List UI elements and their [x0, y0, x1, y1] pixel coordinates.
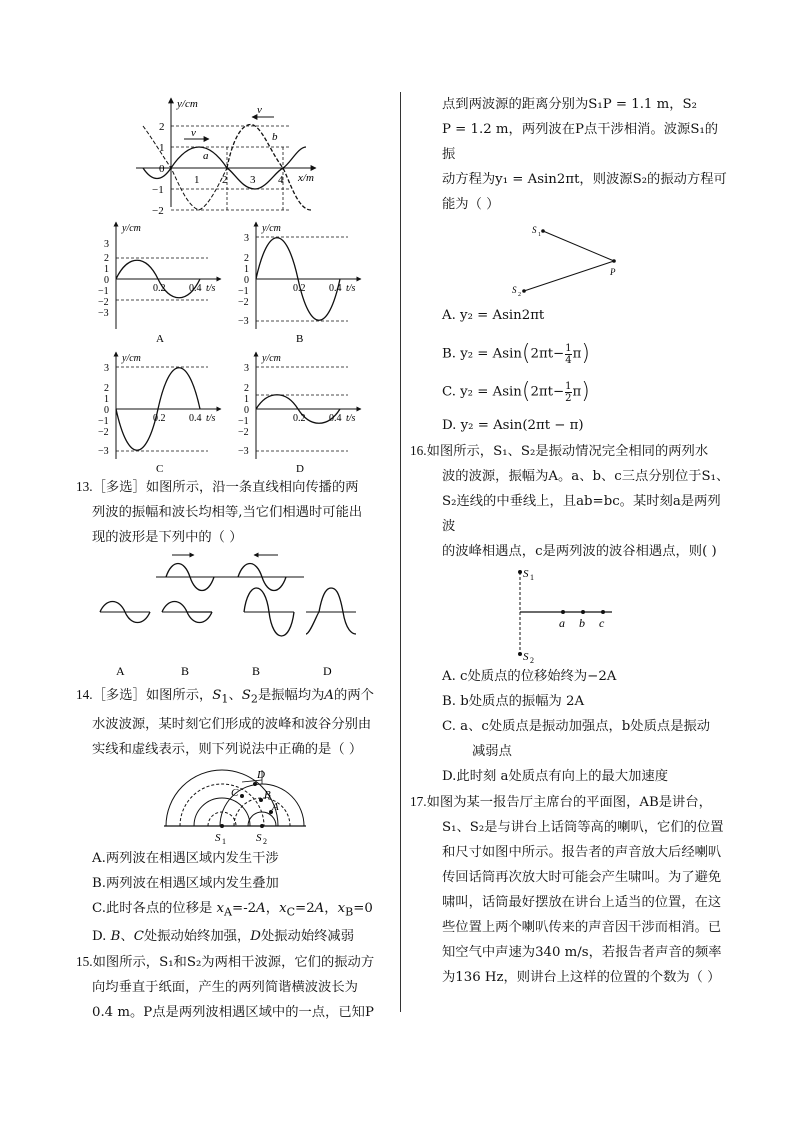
svg-text:3: 3: [244, 363, 249, 374]
svg-text:−1: −1: [98, 416, 109, 427]
svg-text:−1: −1: [98, 286, 109, 297]
svg-text:−3: −3: [238, 316, 249, 327]
q15-option-A[interactable]: A. y₂ = Asin2πt: [442, 308, 545, 323]
q12-right-wave: [227, 125, 311, 210]
question-15-part1: 15.如图所示，S₁和S₂为两相干波源，它们的振动方 向均垂直于纸面，产生的两列简谐横波波长为 0.4 m。P点是两列波相遇区域中的一点，已知P: [76, 954, 375, 1021]
q13-option-letter: D: [323, 664, 332, 678]
question-13: 13.［多选］如图所示，沿一条直线相向传播的两 列波的振幅和波长均相等,当它们相遇时可能出 现的波形是下列中的（ ）: [76, 479, 363, 545]
q12-graph-B: [238, 222, 361, 345]
q14-source-S1-sub: 1: [222, 836, 226, 846]
svg-text:0.4: 0.4: [189, 283, 202, 294]
q12-left-wave: [143, 147, 227, 179]
svg-text:D: D: [296, 463, 304, 474]
q12-x-tick: 2: [222, 174, 228, 186]
q15-source-S2: S: [512, 285, 517, 295]
svg-text:3: 3: [104, 239, 109, 250]
svg-text:3: 3: [104, 363, 109, 374]
q15-svg: [426, 217, 731, 297]
q14-option-A[interactable]: A.两列波在相遇区域内发生干涉: [92, 850, 279, 866]
question-14: 14.［多选］如图所示，$S_1$、$S_2$是振幅均为A的两个 水波波源，某时刻它们形成的波峰和波谷分别由 实线和虚线表示，则下列说法中正确的是（ ）: [76, 687, 374, 757]
q15-option-B[interactable]: B. y₂ = Asin(2πt− $\frac{1}{4}$ π): [442, 341, 590, 366]
svg-text:0.2: 0.2: [293, 283, 306, 294]
svg-text:y/cm: y/cm: [262, 223, 281, 234]
q16-option-C[interactable]: C. a、c处质点是振动加强点，b处质点是振动: [442, 719, 711, 734]
svg-text:−1: −1: [238, 416, 249, 427]
svg-text:1: 1: [530, 573, 534, 582]
svg-text:1: 1: [244, 394, 249, 405]
svg-text:−2: −2: [98, 427, 109, 438]
svg-text:0: 0: [104, 275, 109, 286]
q13-option-letter: A: [116, 664, 125, 678]
q16-option-D[interactable]: D.此时刻 a处质点有向上的最大加速度: [442, 769, 669, 784]
svg-text:2: 2: [530, 656, 534, 664]
q12-x-tick: 3: [250, 174, 256, 186]
q12-x-label: x/m: [298, 172, 314, 184]
q12-point-b: b: [272, 131, 278, 143]
q12-x-tick: 1: [194, 174, 200, 186]
question-tag: ［多选］: [92, 480, 146, 495]
svg-text:−1: −1: [238, 286, 249, 297]
q12-options-svg: [76, 214, 388, 474]
svg-text:0.2: 0.2: [153, 413, 166, 424]
q16-point-a: a: [559, 616, 565, 630]
q14-point-C: C: [231, 786, 239, 799]
q14-svg: [76, 762, 388, 846]
svg-text:t/s: t/s: [346, 413, 356, 424]
q14-point-D: D: [257, 768, 265, 781]
q16-source-S1: S: [523, 568, 529, 580]
q16-option-B[interactable]: B. b处质点的振幅为 2A: [442, 694, 585, 709]
q12-point-a: a: [203, 150, 209, 162]
svg-text:−2: −2: [98, 297, 109, 308]
q16-point-c: c: [599, 616, 605, 630]
question-15-part2: 点到两波源的距离分别为S₁P = 1.1 m，S₂ P = 1.2 m，两列波在P点干涉相消。波源S₁的振 动方程为y₁ = Asin2πt，则波源S₂的振动方程可 能为（ ）: [442, 97, 727, 212]
svg-text:t/s: t/s: [346, 283, 356, 294]
q13-option-A-wave: [100, 602, 150, 623]
q13-figure: [76, 550, 388, 682]
svg-text:−3: −3: [98, 446, 109, 457]
graph-y-label: y/cm: [122, 223, 141, 234]
q15-source-S1: S: [532, 225, 537, 235]
q12-options-figure: [76, 214, 388, 474]
q14-figure: [76, 762, 388, 846]
q12-graph-A: [98, 222, 221, 345]
q14-option-B[interactable]: B.两列波在相遇区域内发生叠加: [92, 875, 279, 891]
q16-figure: [426, 564, 731, 664]
svg-text:2: 2: [104, 253, 109, 264]
svg-text:1: 1: [104, 394, 109, 405]
question-number: 13.: [76, 479, 93, 494]
q12-x-tick: 4: [278, 174, 284, 186]
svg-text:−2: −2: [238, 297, 249, 308]
q16-source-S2: S: [523, 651, 529, 663]
q12-y-tick: −2: [152, 205, 164, 214]
svg-text:0: 0: [104, 405, 109, 416]
svg-text:2: 2: [244, 253, 249, 264]
svg-text:B: B: [296, 333, 304, 345]
q14-source-S2-sub: 2: [263, 836, 267, 846]
q14-option-C[interactable]: C.此时各点的位移是 $x_A=-2A$，$x_C=2A$，$x_B=0$: [92, 900, 373, 919]
svg-text:0: 0: [244, 275, 249, 286]
q12-y-tick: 1: [159, 142, 165, 154]
graph-t-label: t/s: [206, 283, 216, 294]
question-16: 16.如图所示，S₁、S₂是振动情况完全相同的两列水 波的波源，振幅为A。a、b、c三点分别位于S₁、 S₂连线的中垂线上，且ab=bc。某时刻a是两列波 的波峰相遇点，c是两列波的波谷相遇点，则( ): [410, 443, 730, 559]
q13-option-D-wave: [306, 588, 356, 634]
svg-text:0.2: 0.2: [153, 283, 166, 294]
graph-letter: A: [156, 333, 164, 345]
svg-text:0: 0: [244, 405, 249, 416]
q14-source-S1: S: [215, 831, 221, 844]
svg-text:1: 1: [244, 264, 249, 275]
q12-wave-svg: [76, 92, 388, 214]
column-divider: [400, 92, 401, 1012]
q12-y-tick: −1: [152, 184, 164, 196]
svg-text:1: 1: [104, 264, 109, 275]
q12-graph-D: [238, 352, 361, 474]
q13-option-B-wave: [162, 602, 212, 623]
q16-option-C-cont: 减弱点: [472, 744, 512, 759]
left-column: [76, 92, 388, 1025]
q14-options: [76, 846, 388, 950]
q14-source-S2: S: [256, 831, 262, 844]
svg-text:2: 2: [518, 292, 521, 297]
q14-point-A: A: [272, 800, 279, 813]
svg-text:3: 3: [244, 233, 249, 244]
svg-text:0.4: 0.4: [189, 413, 202, 424]
q14-option-D[interactable]: D. B、C处振动始终加强，D处振动始终减弱: [92, 929, 355, 945]
svg-text:−3: −3: [238, 446, 249, 457]
svg-text:t/s: t/s: [206, 413, 216, 424]
svg-text:2: 2: [244, 383, 249, 394]
right-column: [410, 92, 731, 990]
svg-text:2: 2: [104, 383, 109, 394]
q15-option-D[interactable]: D. y₂ = Asin(2πt − π): [442, 418, 584, 433]
q13-option-letter: B: [181, 664, 190, 678]
q12-y-tick: 2: [159, 121, 165, 133]
svg-text:0.4: 0.4: [329, 283, 342, 294]
q13-option-B2-wave: [244, 588, 294, 636]
svg-text:1: 1: [538, 232, 541, 238]
q12-velocity-label: v: [191, 127, 196, 139]
q12-y-tick: 0: [159, 163, 165, 175]
q13-svg: [76, 550, 388, 682]
q12-graph-C: [98, 352, 221, 474]
q15-figure: [426, 217, 731, 297]
svg-text:−2: −2: [238, 427, 249, 438]
q15-options: [426, 297, 731, 438]
q12-y-label: y/cm: [177, 98, 198, 110]
svg-text:0.2: 0.2: [293, 413, 306, 424]
q12-velocity-label: v: [257, 104, 262, 116]
q13-option-letter: B: [252, 664, 261, 678]
question-17: 17.如图为某一报告厅主席台的平面图，AB是讲台， S₁、S₂是与讲台上话筒等高的喇叭，它们的位置 和尺寸如图中所示。报告者的声音放大后经喇叭 传回话筒再次放大时可能会产生啸叫。为了避免 啸叫，话筒最好摆放在讲台上适当的位置，在这 些位置上两个喇叭传来的声音因干涉而相消。已 知空气中声速为340 m/s，若报告者声音的频率 为136 Hz，则讲台上这样的位置的个数为（ ）: [410, 794, 724, 985]
svg-text:0.4: 0.4: [329, 413, 342, 424]
q12-wave-figure: [76, 92, 388, 214]
q15-option-C[interactable]: C. y₂ = Asin(2πt− $\frac{1}{2}$ π): [442, 379, 590, 404]
q16-options: [426, 664, 731, 789]
q16-point-b: b: [579, 616, 585, 630]
svg-text:−3: −3: [98, 308, 109, 319]
svg-text:C: C: [156, 463, 164, 474]
svg-text:y/cm: y/cm: [122, 353, 141, 364]
q16-svg: [426, 564, 731, 664]
q14-point-B: B: [264, 788, 271, 801]
q15-point-P: P: [610, 267, 616, 277]
q16-option-A[interactable]: A. c处质点的位移始终为−2A: [442, 669, 617, 684]
svg-text:y/cm: y/cm: [262, 353, 281, 364]
